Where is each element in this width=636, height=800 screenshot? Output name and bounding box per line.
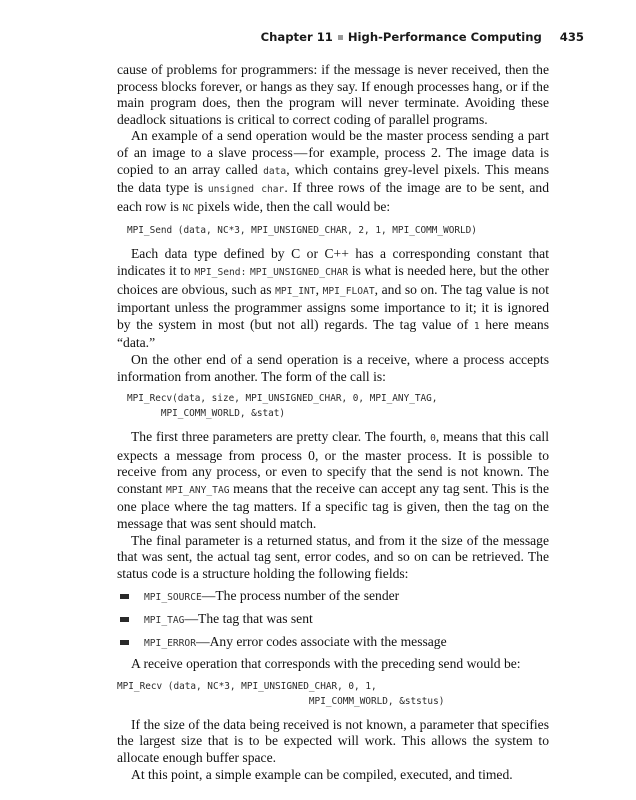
- list-item: [117, 588, 549, 607]
- text-span: ,: [315, 281, 319, 297]
- page-body: [117, 62, 549, 783]
- text-span: At this point, a simple example can be compiled, executed, and timed.: [131, 766, 513, 782]
- text-span: An example of a send operation would be the master process sending a part of an image to a slave process: [117, 128, 549, 160]
- text-span: If the size of the data being received is not known, a parameter that specifies the largest size that is to be expected will work. This allows the system to allocate enough buffer space.: [117, 716, 549, 765]
- field-description: The tag that was sent: [198, 611, 313, 627]
- field-description: The process number of the sender: [215, 588, 400, 604]
- inline-code: MPI_UNSIGNED_CHAR: [249, 266, 349, 278]
- inline-code: MPI_ANY_TAG: [165, 484, 230, 496]
- text-span: pixels wide, then the call would be:: [197, 198, 391, 214]
- text-span: The first three parameters are pretty clear. The fourth,: [131, 429, 427, 445]
- paragraph-9: [117, 767, 549, 784]
- text-span: means that the receive can accept any tag sent. This is the one place where the tag matters. If a specific tag is given, then the tag on the message that was sent should match.: [117, 480, 549, 532]
- list-item: [117, 611, 549, 630]
- inline-code: data: [263, 165, 287, 177]
- text-span: is what is needed here, but the other choices are obvious, such as: [117, 262, 549, 297]
- code-block-mpi-recv-example: MPI_Recv (data, NC*3, MPI_UNSIGNED_CHAR, 0, 1, MPI_COMM_WORLD, &ststus): [117, 680, 445, 707]
- status-fields-list: [117, 588, 549, 652]
- paragraph-1: [117, 62, 549, 128]
- text-span: . If three rows of the image are to be sent, and each row is: [117, 180, 549, 214]
- code-block-mpi-send: MPI_Send (data, NC*3, MPI_UNSIGNED_CHAR, 2, 1, MPI_COMM_WORLD): [127, 225, 477, 237]
- paragraph-3: [117, 246, 549, 352]
- em-dash: —: [184, 611, 199, 627]
- text-span: , means that this call expects a message from process 0, or the master process. It is possible to receive from any process, or even to specify that the send is not known. The constant: [117, 429, 549, 496]
- field-code: MPI_ERROR: [144, 637, 196, 649]
- bullet-icon: [120, 594, 129, 599]
- text-span: On the other end of a send operation is a receive, where a process accepts information from another. The form of the call is:: [117, 351, 549, 384]
- text-span: The final parameter is a returned status, and from it the size of the message that was sent, the actual tag sent, error codes, and so on can be retrieved. The status code is a structure holding the following fields:: [117, 532, 549, 581]
- running-header: [117, 30, 584, 48]
- em-dash: —: [293, 144, 308, 160]
- inline-code: MPI_INT: [275, 285, 316, 297]
- inline-code: MPI_FLOAT: [322, 285, 375, 297]
- paragraph-1-text: cause of problems for programmers: if the message is never received, then the process blocks forever, or hangs as they say. If enough processes hang, or if the main program does, then the program will never terminate. Avoiding these deadlock situations is critical to correct coding of parallel programs.: [117, 62, 549, 127]
- text-span: , which contains grey-level pixels. This means the data type is: [117, 161, 549, 196]
- paragraph-4: [117, 352, 549, 385]
- code-block-mpi-recv: MPI_Recv(data, size, MPI_UNSIGNED_CHAR, 0, MPI_ANY_TAG, MPI_COMM_WORLD, &stat): [127, 393, 438, 420]
- text-span: , and so on. The tag value is not important unless the programmer assigns some importance to it; it is ignored by the system in most (but not all) regards. The tag value of: [117, 281, 549, 332]
- text-span: Each data type defined by C or C++ has a corresponding constant that indicates it to: [117, 246, 549, 278]
- inline-code: NC: [182, 202, 194, 214]
- field-code: MPI_SOURCE: [144, 592, 202, 604]
- inline-code: unsigned char: [207, 184, 285, 196]
- inline-code: 1: [473, 320, 480, 332]
- em-dash: —: [201, 588, 216, 604]
- paragraph-5: [117, 429, 549, 533]
- header-right: [261, 30, 584, 44]
- paragraph-7: [117, 656, 549, 673]
- paragraph-6: [117, 533, 549, 583]
- text-span: for example, process 2. The image data is copied to an array called: [117, 144, 549, 177]
- field-description: Any error codes associate with the message: [209, 633, 447, 649]
- text-span: A receive operation that corresponds with the preceding send would be:: [131, 656, 521, 672]
- text-span: here means “data.”: [117, 316, 549, 351]
- em-dash: —: [195, 633, 210, 649]
- header-separator-icon: [338, 35, 343, 40]
- paragraph-2: [117, 128, 549, 217]
- bullet-icon: [120, 640, 129, 645]
- list-item: [117, 634, 549, 653]
- field-code: MPI_TAG: [144, 615, 185, 627]
- paragraph-8: [117, 717, 549, 767]
- bullet-icon: [120, 617, 129, 622]
- chapter-label: Chapter 11: [260, 30, 333, 44]
- chapter-title: High-Performance Computing: [347, 30, 542, 44]
- inline-code: 0: [430, 433, 436, 445]
- inline-code: MPI_Send:: [194, 266, 247, 278]
- page-number: 435: [559, 30, 584, 44]
